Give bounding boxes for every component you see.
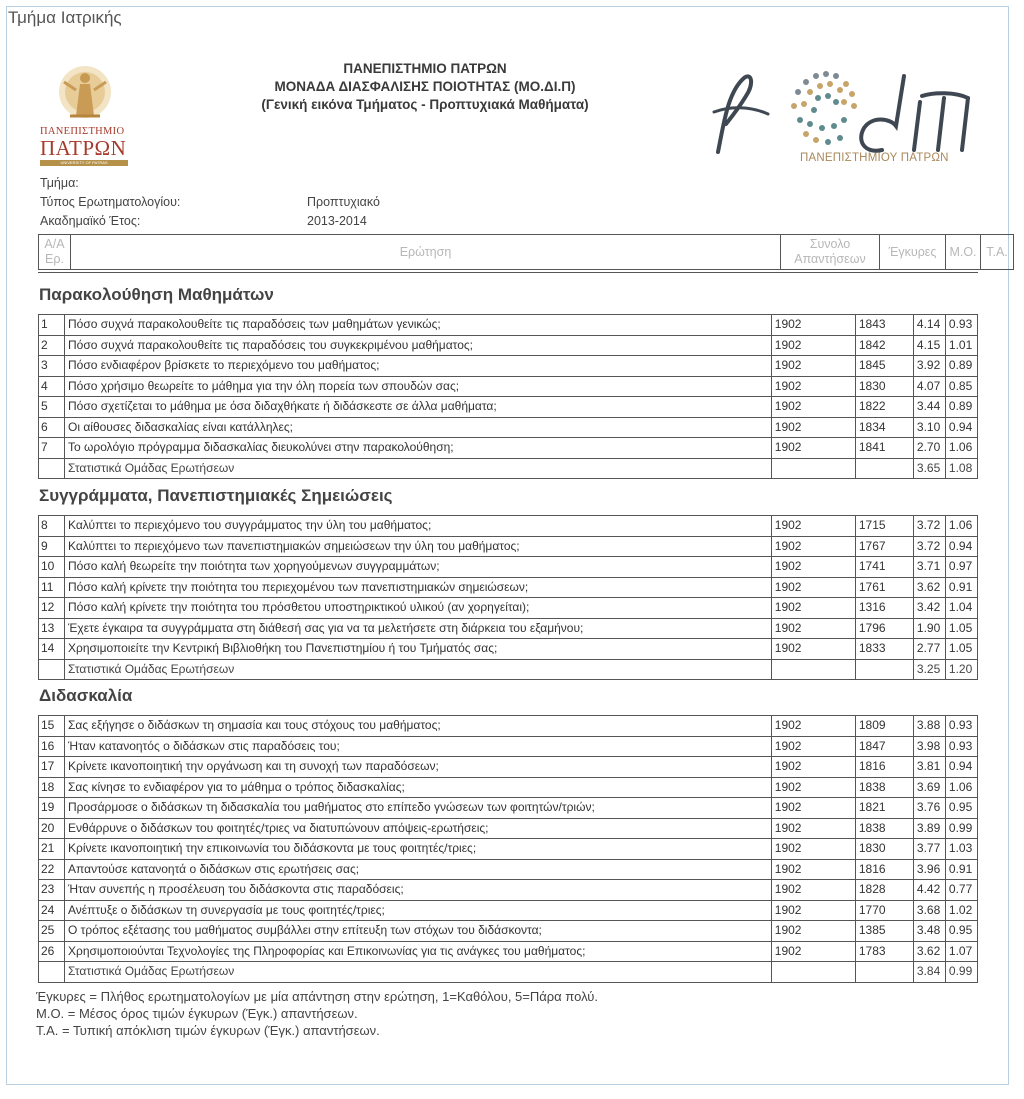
cell-mean: 3.62 [913,577,945,598]
table-row [39,598,978,619]
cell-valid: 1385 [855,921,913,942]
cell-mean: 4.14 [913,315,945,336]
table-row [39,335,978,356]
cell-aa: 17 [39,757,65,778]
cell-total: 1902 [771,777,855,798]
cell-question: Ενθάρρυνε ο διδάσκων του φοιτητές/τριες να διατυπώνουν απόψεις-ερωτήσεις; [65,818,772,839]
cell-total: 1902 [771,757,855,778]
table-row [39,716,978,737]
table-row [39,516,978,537]
cell-sd: 0.77 [945,880,977,901]
cell-mean: 3.62 [913,941,945,962]
cell-sd: 1.02 [945,900,977,921]
cell-valid: 1816 [855,859,913,880]
cell-valid: 1816 [855,757,913,778]
logo-text-line3: UNIVERSITY OF PATRAS [40,160,128,166]
cell-mean: 1.90 [913,618,945,639]
table-row [39,417,978,438]
cell-question: Πόσο συχνά παρακολουθείτε τις παραδόσεις των μαθημάτων γενικώς; [65,315,772,336]
cell-total: 1902 [771,859,855,880]
cell-mean: 3.88 [913,716,945,737]
cell-question: Πόσο χρήσιμο θεωρείτε το μάθημα για την όλη πορεία των σπουδών σας; [65,376,772,397]
table-row [39,900,978,921]
meta-year-label: Ακαδημαϊκό Έτος: [40,214,141,228]
cell-aa: 16 [39,736,65,757]
cell-valid: 1843 [855,315,913,336]
cell-question: Ήταν συνεπής η προσέλευση του διδάσκοντα στις παραδόσεις; [65,880,772,901]
cell-valid: 1830 [855,376,913,397]
table-row [39,536,978,557]
logo-text-line1: ΠΑΝΕΠΙΣΤΗΜΙΟ [40,126,125,137]
col-header-question: Ερώτηση [70,234,780,270]
cell-total: 1902 [771,598,855,619]
table-row [39,941,978,962]
cell-valid: 1847 [855,736,913,757]
cell-total: 1902 [771,557,855,578]
cell-question: Σας κίνησε το ενδιαφέρον για το μάθημα ο τρόπος διδασκαλίας; [65,777,772,798]
cell-valid: 1316 [855,598,913,619]
group-stats-row [39,962,978,983]
footnotes [36,988,598,1039]
cell-question: Στατιστικά Ομάδας Ερωτήσεων [65,659,772,680]
modip-caption: ΠΑΝΕΠΙΣΤΗΜΙΟΥ ΠΑΤΡΩΝ [800,152,949,164]
cell-total: 1902 [771,335,855,356]
cell-question: Έχετε έγκαιρα τα συγγράμματα στη διάθεσή σας για να τα μελετήσετε στη διάρκεια του εξαμήνου; [65,618,772,639]
cell-question: Κρίνετε ικανοποιητική την επικοινωνία του διδάσκοντα με τους φοιτητές/τριες; [65,839,772,860]
cell-sd: 1.05 [945,639,977,660]
cell-aa: 3 [39,356,65,377]
cell-valid: 1830 [855,839,913,860]
cell-question: Χρησιμοποιείτε την Κεντρική Βιβλιοθήκη του Πανεπιστημίου ή του Τμήματός σας; [65,639,772,660]
cell-mean: 3.68 [913,900,945,921]
cell-mean: 3.81 [913,757,945,778]
cell-aa: 26 [39,941,65,962]
cell-aa: 9 [39,536,65,557]
cell-total: 1902 [771,818,855,839]
cell-sd: 1.06 [945,438,977,459]
cell-sd: 1.07 [945,941,977,962]
cell-mean: 3.44 [913,397,945,418]
meta-qtype-label: Τύπος Ερωτηματολογίου: [40,195,181,209]
cell-sd: 0.99 [945,962,977,983]
cell-total: 1902 [771,356,855,377]
cell-aa: 11 [39,577,65,598]
cell-aa: 8 [39,516,65,537]
table-row [39,818,978,839]
cell-sd: 0.93 [945,315,977,336]
table-row [39,921,978,942]
cell-sd: 0.94 [945,757,977,778]
cell-total: 1902 [771,941,855,962]
cell-mean: 4.07 [913,376,945,397]
cell-sd: 1.01 [945,335,977,356]
cell-mean: 4.15 [913,335,945,356]
group-stats-row [39,659,978,680]
cell-valid: 1809 [855,716,913,737]
cell-question: Σας εξήγησε ο διδάσκων τη σημασία και τους στόχους του μαθήματος; [65,716,772,737]
cell-total: 1902 [771,438,855,459]
cell-aa: 18 [39,777,65,798]
cell-question: Ήταν κατανοητός ο διδάσκων στις παραδόσεις του; [65,736,772,757]
questions-table [38,314,978,479]
cell-mean: 4.42 [913,880,945,901]
cell-aa: 2 [39,335,65,356]
table-row [39,859,978,880]
table-row [39,397,978,418]
cell-valid: 1842 [855,335,913,356]
meta-department-label: Τμήμα: [40,176,79,190]
cell-mean: 2.70 [913,438,945,459]
cell-mean: 2.77 [913,639,945,660]
cell-valid: 1741 [855,557,913,578]
cell-sd: 0.91 [945,577,977,598]
cell-aa: 24 [39,900,65,921]
cell-sd: 1.06 [945,777,977,798]
cell-total [771,962,855,983]
cell-valid: 1821 [855,798,913,819]
cell-total [771,458,855,479]
table-row [39,376,978,397]
table-row [39,777,978,798]
table-row [39,839,978,860]
table-row [39,639,978,660]
cell-aa: 21 [39,839,65,860]
cell-total: 1902 [771,900,855,921]
cell-sd: 1.20 [945,659,977,680]
cell-mean: 3.92 [913,356,945,377]
cell-mean: 3.72 [913,536,945,557]
cell-valid: 1838 [855,777,913,798]
header-underline [38,272,978,273]
cell-question: Πόσο ενδιαφέρον βρίσκετε το περιεχόμενο του μαθήματος; [65,356,772,377]
cell-aa: 14 [39,639,65,660]
cell-question: Οι αίθουσες διδασκαλίας είναι κατάλληλες; [65,417,772,438]
cell-question: Απαντούσε κατανοητά ο διδάσκων στις ερωτήσεις σας; [65,859,772,880]
cell-sd: 0.85 [945,376,977,397]
cell-aa [39,659,65,680]
cell-aa: 7 [39,438,65,459]
cell-question: Το ωρολόγιο πρόγραμμα διδασκαλίας διευκολύνει στην παρακολούθηση; [65,438,772,459]
heading-line1: ΠΑΝΕΠΙΣΤΗΜΙΟ ΠΑΤΡΩΝ [343,61,507,76]
cell-question: Καλύπτει το περιεχόμενο του συγγράμματος την ύλη του μαθήματος; [65,516,772,537]
column-header [38,234,1008,276]
cell-question: Πόσο συχνά παρακολουθείτε τις παραδόσεις του συγκεκριμένου μαθήματος; [65,335,772,356]
cell-question: Κρίνετε ικανοποιητική την οργάνωση και τη συνοχή των παραδόσεων; [65,757,772,778]
section-title: Συγγράμματα, Πανεπιστημιακές Σημειώσεις [39,486,393,505]
table-row [39,880,978,901]
cell-mean: 3.42 [913,598,945,619]
cell-total: 1902 [771,397,855,418]
cell-total: 1902 [771,516,855,537]
cell-mean: 3.84 [913,962,945,983]
cell-sd: 1.03 [945,839,977,860]
cell-mean: 3.25 [913,659,945,680]
cell-valid: 1838 [855,818,913,839]
cell-total: 1902 [771,315,855,336]
cell-valid: 1783 [855,941,913,962]
cell-question: Πόσο καλή κρίνετε την ποιότητα του πρόσθετου υποστηρικτικού υλικού (αν χορηγείται); [65,598,772,619]
heading-line3: (Γενική εικόνα Τμήματος - Προπτυχιακά Μαθήματα) [261,97,589,112]
table-row [39,438,978,459]
cell-mean: 3.77 [913,839,945,860]
cell-mean: 3.76 [913,798,945,819]
cell-total: 1902 [771,417,855,438]
document-heading [230,60,620,114]
cell-sd: 0.89 [945,397,977,418]
cell-aa: 1 [39,315,65,336]
cell-total: 1902 [771,839,855,860]
questions-table [38,515,978,680]
cell-total: 1902 [771,880,855,901]
cell-aa: 23 [39,880,65,901]
athena-emblem-icon [40,64,130,126]
cell-mean: 3.96 [913,859,945,880]
col-header-sd: Τ.Α. [980,234,1014,270]
cell-valid: 1828 [855,880,913,901]
table-row [39,557,978,578]
cell-question: Προσάρμοσε ο διδάσκων τη διδασκαλία του μαθήματος στο επίπεδο γνώσεων των φοιτητών/τριών; [65,798,772,819]
cell-sd: 1.06 [945,516,977,537]
cell-aa: 10 [39,557,65,578]
cell-question: Ανέπτυξε ο διδάσκων τη συνεργασία με τους φοιτητές/τριες; [65,900,772,921]
cell-valid: 1770 [855,900,913,921]
section-title: Διδασκαλία [39,686,133,705]
table-row [39,798,978,819]
col-header-mean: Μ.Ο. [945,234,980,270]
cell-question: Χρησιμοποιούνται Τεχνολογίες της Πληροφορίας και Επικοινωνίας για τις ανάγκες του μαθήματος; [65,941,772,962]
cell-aa: 20 [39,818,65,839]
cell-aa: 25 [39,921,65,942]
cell-aa: 19 [39,798,65,819]
col-header-valid: Έγκυρες [879,234,945,270]
section-title: Παρακολούθηση Μαθημάτων [39,285,274,304]
cell-total: 1902 [771,376,855,397]
cell-sd: 0.93 [945,736,977,757]
cell-valid: 1767 [855,536,913,557]
cell-sd: 0.95 [945,921,977,942]
group-stats-row [39,458,978,479]
table-row [39,736,978,757]
cell-valid: 1834 [855,417,913,438]
cell-valid [855,458,913,479]
cell-valid: 1715 [855,516,913,537]
cell-sd: 0.94 [945,417,977,438]
footnote-valid: Έγκυρες = Πλήθος ερωτηματολογίων με μία απάντηση στην ερώτηση, 1=Καθόλου, 5=Πάρα πολύ. [36,989,598,1004]
col-header-total: Συνολο Απαντήσεων [780,234,879,270]
cell-mean: 3.71 [913,557,945,578]
cell-mean: 3.69 [913,777,945,798]
cell-total: 1902 [771,798,855,819]
cell-aa: 13 [39,618,65,639]
meta-year-value: 2013-2014 [307,214,367,228]
cell-total: 1902 [771,716,855,737]
heading-line2: ΜΟΝΑΔΑ ΔΙΑΣΦΑΛΙΣΗΣ ΠΟΙΟΤΗΤΑΣ (ΜΟ.ΔΙ.Π) [274,79,576,94]
cell-sd: 0.99 [945,818,977,839]
university-logo [40,64,130,168]
department-label: Τμήμα Ιατρικής [8,8,122,27]
cell-question: Ο τρόπος εξέτασης του μαθήματος συμβάλλει στην επίτευξη των στόχων του διδάσκοντα; [65,921,772,942]
cell-question: Πόσο καλή θεωρείτε την ποιότητα των χορηγούμενων συγγραμμάτων; [65,557,772,578]
cell-question: Πόσο καλή κρίνετε την ποιότητα του περιεχομένου των πανεπιστημιακών σημειώσεων; [65,577,772,598]
cell-mean: 3.10 [913,417,945,438]
cell-total: 1902 [771,639,855,660]
cell-aa: 22 [39,859,65,880]
table-row [39,356,978,377]
cell-valid: 1833 [855,639,913,660]
cell-aa: 15 [39,716,65,737]
cell-aa: 6 [39,417,65,438]
cell-valid [855,659,913,680]
cell-total: 1902 [771,536,855,557]
cell-total: 1902 [771,577,855,598]
cell-aa [39,458,65,479]
cell-question: Καλύπτει το περιεχόμενο των πανεπιστημιακών σημειώσεων την ύλη του μαθήματος; [65,536,772,557]
meta-qtype-value: Προπτυχιακό [307,195,380,209]
footnote-sd: Τ.Α. = Τυπική απόκλιση τιμών έγκυρων (Έγκ.) απαντήσεων. [36,1023,380,1038]
cell-sd: 1.05 [945,618,977,639]
logo-text-line2: ΠΑΤΡΩΝ [40,136,127,160]
cell-sd: 0.94 [945,536,977,557]
cell-valid: 1841 [855,438,913,459]
cell-valid: 1761 [855,577,913,598]
cell-valid [855,962,913,983]
cell-valid: 1845 [855,356,913,377]
cell-sd: 1.04 [945,598,977,619]
cell-sd: 0.97 [945,557,977,578]
table-row [39,757,978,778]
questions-table [38,715,978,983]
cell-total [771,659,855,680]
cell-valid: 1796 [855,618,913,639]
cell-mean: 3.89 [913,818,945,839]
cell-question: Στατιστικά Ομάδας Ερωτήσεων [65,962,772,983]
cell-mean: 3.72 [913,516,945,537]
table-row [39,577,978,598]
cell-aa: 12 [39,598,65,619]
cell-total: 1902 [771,921,855,942]
cell-mean: 3.98 [913,736,945,757]
cell-aa [39,962,65,983]
cell-mean: 3.65 [913,458,945,479]
col-header-aa: Α/Α Ερ. [38,234,70,270]
cell-sd: 0.91 [945,859,977,880]
cell-sd: 1.08 [945,458,977,479]
table-row [39,618,978,639]
cell-sd: 0.95 [945,798,977,819]
cell-total: 1902 [771,618,855,639]
cell-valid: 1822 [855,397,913,418]
footnote-mean: Μ.Ο. = Μέσος όρος τιμών έγκυρων (Έγκ.) απαντήσεων. [36,1006,358,1021]
cell-aa: 4 [39,376,65,397]
cell-total: 1902 [771,736,855,757]
cell-question: Στατιστικά Ομάδας Ερωτήσεων [65,458,772,479]
cell-aa: 5 [39,397,65,418]
cell-question: Πόσο σχετίζεται το μάθημα με όσα διδαχθήκατε ή διδάσκεστε σε άλλα μαθήματα; [65,397,772,418]
table-row [39,315,978,336]
cell-mean: 3.48 [913,921,945,942]
cell-sd: 0.93 [945,716,977,737]
cell-sd: 0.89 [945,356,977,377]
